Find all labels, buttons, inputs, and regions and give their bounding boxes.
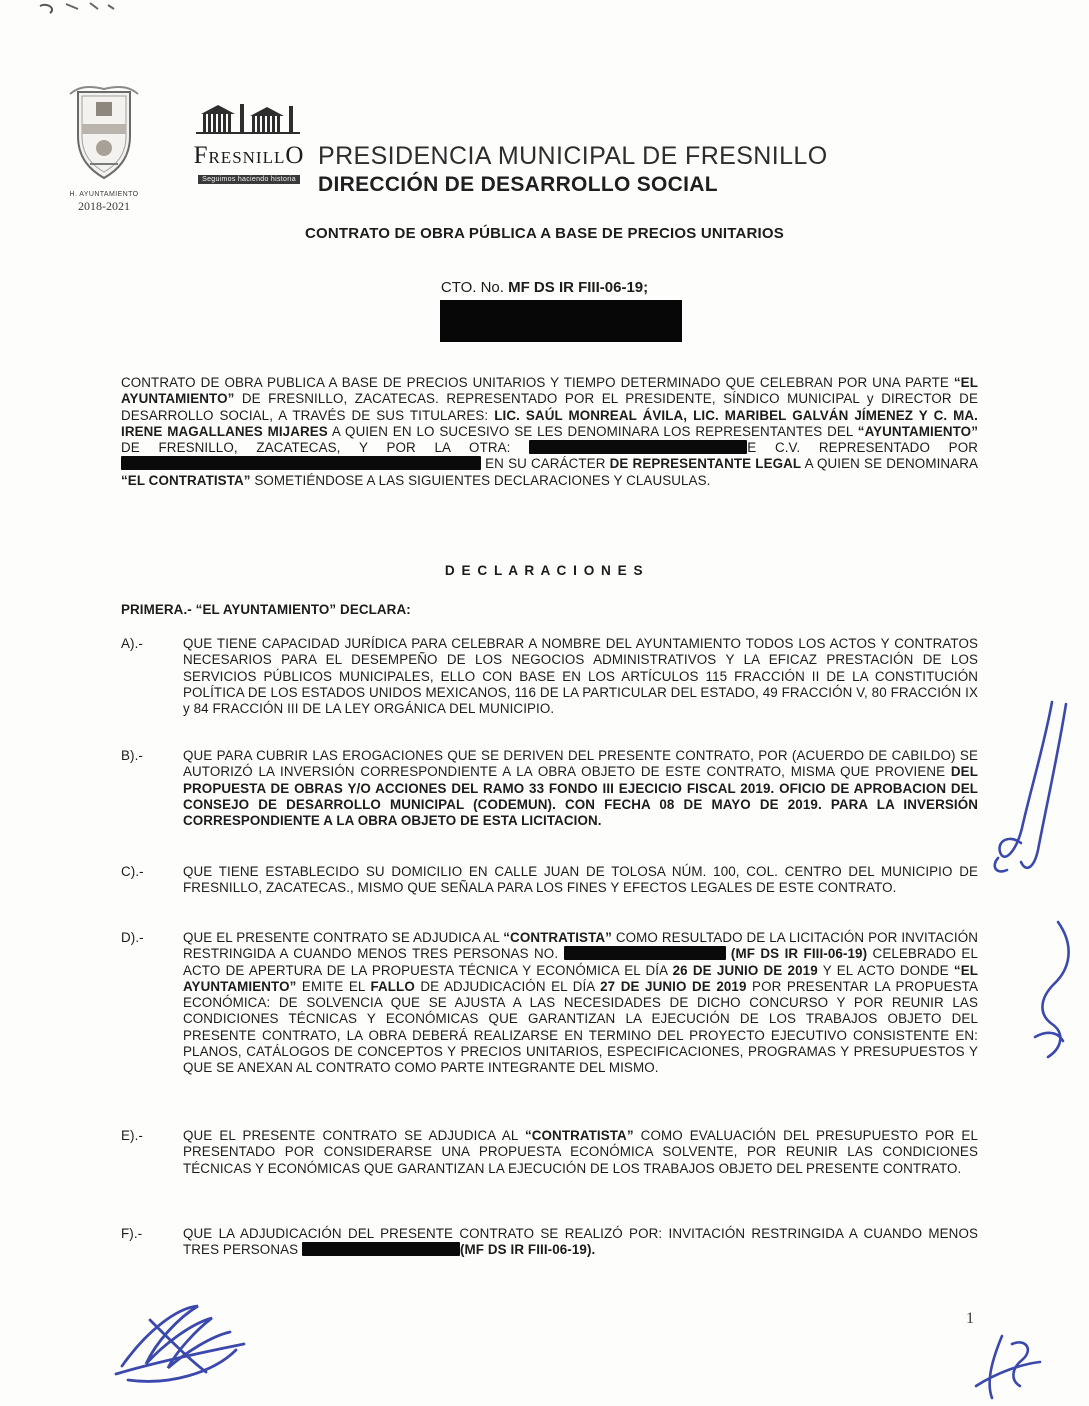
declaration-item-a [121,636,978,717]
redaction-bar [564,946,726,960]
item-text [183,930,978,1077]
text-segment: CELEBRADO EL ACTO DE APERTURA DE LA PROPUESTA TÉCNICA Y ECONÓMICA EL DÍA [183,946,979,978]
text-segment: A QUIEN EN LO SUCESIVO SE LES DENOMINARA LOS REPRESENTANTES DEL [327,423,858,439]
contract-heading: CONTRATO DE OBRA PÚBLICA A BASE DE PRECIOS UNITARIOS [304,225,785,242]
redaction-bar [302,1242,460,1256]
text-segment: POR PRESENTAR LA PROPUESTA ECONÓMICA: DE SOLVENCIA QUE SE AJUSTA A LAS NECESIDADES DE DICHO CONCURSO Y POR REUNIR LAS CONDICIONES TÉCNICAS Y ECONÓMICAS QUE GARANTIZAN LA EJECUCIÓN DE LOS TRABAJOS OBJETO DEL PRESENTE CONTRATO, LA OBRA DEBERÁ REALIZARSE EN TERMINO DEL PROYECTO EJECUTIVO CONSISTENTE EN: PLANOS, CATÁLOGOS DE CONCEPTOS Y PRECIOS UNITARIOS, ESPECIFICACIONES, PROGRAMAS Y PRESUPUESTOS Y QUE SE ANEXAN AL CONTRATO COMO PARTE INTEGRANTE DEL MISMO. [183,978,978,1076]
text-segment: Y EL ACTO DONDE [817,962,954,978]
item-label: C).- [121,864,144,879]
text-segment: QUE EL PRESENTE CONTRATO SE ADJUDICA AL [183,1128,525,1143]
declaraciones-title: D E C L A R A C I O N E S [444,563,645,578]
fresnillo-tagline: Seguimos haciendo historia [198,175,300,184]
redaction-bar [121,456,481,470]
text-segment: CONTRATO DE OBRA PUBLICA A BASE DE PRECIOS UNITARIOS Y TIEMPO DETERMINADO QUE CELEBRAN POR UNA PARTE [121,375,954,390]
item-label: E).- [121,1128,143,1143]
signature-bottom-right [976,1336,1040,1398]
declaration-item-b [121,748,978,829]
signature-bottom-left [116,1306,244,1381]
text-segment: QUE PARA CUBRIR LAS EROGACIONES QUE SE DERIVEN DEL PRESENTE CONTRATO, POR (ACUERDO DE CABILDO) SE AUTORIZÓ LA INVERSIÓN CORRESPONDIENTE A LA OBRA OBJETO DE ESTE CONTRATO, MISMA QUE PROVIENE [183,748,978,780]
text-segment: DE FRESNILLO, ZACATECAS. REPRESENTADO POR EL PRESIDENTE, SÍNDICO MUNICIPAL y DIRECTOR DE DESARROLLO SOCIAL, A TRAVÉS DE SUS TITULARES: [121,391,978,423]
text-segment: COMO RESULTADO DE LA LICITACIÓN POR INVITACIÓN RESTRINGIDA A CUANDO MENOS TRES PERSONAS NO. [183,930,978,962]
text-segment: A QUIEN SE DENOMINARA [801,456,978,472]
text-segment: “AYUNTAMIENTO” [857,423,978,439]
redaction-bar [529,440,747,454]
item-text [183,864,978,897]
item-text [183,1128,978,1177]
item-label: F).- [121,1226,143,1241]
contract-number-line [0,279,1089,296]
declaration-item-c [121,864,978,897]
item-text [183,1226,978,1259]
text-segment: FALLO [370,978,415,994]
item-label: A).- [121,636,143,651]
text-segment: “CONTRATISTA” [524,1128,634,1143]
text-segment: QUE LA ADJUDICACIÓN DEL PRESENTE CONTRATO SE REALIZÓ POR: INVITACIÓN RESTRINGIDA A CUANDO MENOS TRES PERSONAS [183,1226,978,1258]
skyline-icon [188,100,310,136]
redaction-bar [440,300,682,342]
text-segment: E C.V. REPRESENTADO POR [747,440,979,456]
cto-label: CTO. No. [440,279,509,296]
text-segment: COMO EVALUACIÓN DEL PRESUPUESTO POR EL PRESENTADO POR CONSIDERARSE UNA PROPUESTA ECONÓMICA SOLVENTE, POR REUNIR LAS CONDICIONES TÉCNICAS Y ECONÓMICAS QUE GARANTIZAN LA EJECUCIÓN DE LOS TRABAJOS OBJETO DEL PRESENTE CONTRATO. [183,1128,978,1176]
fresnillo-logo [181,100,317,186]
item-label: D).- [121,930,144,945]
item-text [183,636,978,717]
ayuntamiento-crest-logo [62,84,146,214]
text-segment: (MF DS IR FIII-06-19) [725,946,873,962]
item-text [183,748,978,829]
text-segment: 26 DE JUNIO DE 2019 [672,962,818,978]
signature-right-margin-2 [1035,922,1069,1057]
cto-number: MF DS IR FIII-06-19; [508,279,649,296]
text-segment: DE REPRESENTANTE LEGAL [609,456,802,472]
declaration-item-f [121,1226,978,1259]
page-subtitle: DIRECCIÓN DE DESARROLLO SOCIAL [318,173,718,196]
declaration-item-d [121,930,978,1077]
text-segment: SOMETIÉNDOSE A LAS SIGUIENTES DECLARACIONES Y CLAUSULAS. [250,472,711,488]
text-segment: QUE EL PRESENTE CONTRATO SE ADJUDICA AL [183,930,504,945]
text-segment: “EL CONTRATISTA” [121,472,251,488]
fresnillo-wordmark: FRESNILLO [193,142,305,169]
text-segment: DE ADJUDICACIÓN EL DÍA [414,978,601,994]
text-segment: “EL AYUNTAMIENTO” [121,375,978,407]
text-segment: EMITE EL [296,978,371,994]
intro-paragraph [121,375,978,489]
text-segment: DEL PROPUESTA DE OBRAS Y/O ACCIONES DEL RAMO 33 FONDO III EJECICIO FISCAL 2019. OFICIO DE APROBACION DEL CONSEJO DE DESARROLLO MUNICIPAL (CODEMUN). CON FECHA 08 DE MAYO DE 2019. PARA LA INVERSIÓN CORRESPONDIENTE A LA OBRA OBJETO DE ESTA LICITACION. [183,764,978,829]
crest-years: 2018-2021 [78,199,130,213]
text-segment: LIC. SAÚL MONREAL ÁVILA, LIC. MARIBEL GALVÁN JÍMENEZ Y C. MA. IRENE MAGALLANES MIJARES [121,407,978,439]
text-segment: EN SU CARÁCTER [481,456,610,472]
page-number: 1 [966,1310,974,1327]
crest-caption: H. AYUNTAMIENTO [69,191,139,198]
text-segment: “EL AYUNTAMIENTO” [183,962,979,994]
signature-right-margin-1 [995,702,1066,871]
text-segment: QUE TIENE ESTABLECIDO SU DOMICILIO EN CALLE JUAN DE TOLOSA NÚM. 100, COL. CENTRO DEL MUNICIPIO DE FRESNILLO, ZACATECAS., MISMO QUE SEÑALA PARA LOS FINES Y EFECTOS LEGALES DE ESTE CONTRATO. [183,864,978,896]
text-segment: QUE TIENE CAPACIDAD JURÍDICA PARA CELEBRAR A NOMBRE DEL AYUNTAMIENTO TODOS LOS ACTOS Y CONTRATOS NECESARIOS PARA EL DESEMPEÑO DE LOS NEGOCIOS ADMINISTRATIVOS Y LA EFICAZ PRESTACIÓN DE LOS SERVICIOS PÚBLICOS MUNICIPALES, ELLO CON BASE EN LOS ARTÍCULOS 115 FRACCIÓN II DE LA CONSTITUCIÓN POLÍTICA DE LOS ESTADOS UNIDOS MEXICANOS, 116 DE LA PARTICULAR DEL ESTADO, 49 FRACCIÓN V, 80 FRACCIÓN IX y 84 FRACCIÓN III DE LA LEY ORGÁNICA DEL MUNICIPIO. [183,636,978,717]
declaration-item-e [121,1128,978,1177]
page-title: PRESIDENCIA MUNICIPAL DE FRESNILLO [318,142,828,170]
text-segment: DE FRESNILLO, ZACATECAS, Y POR LA OTRA: [121,440,530,456]
text-segment: “CONTRATISTA” [503,930,612,945]
item-label: B).- [121,748,143,763]
scan-noise [0,0,160,20]
text-segment: 27 DE JUNIO DE 2019 [600,978,747,994]
primera-heading: PRIMERA.- “EL AYUNTAMIENTO” DECLARA: [121,602,411,617]
text-segment: (MF DS IR FIII-06-19). [459,1242,596,1258]
crest-shield-icon [68,84,140,184]
